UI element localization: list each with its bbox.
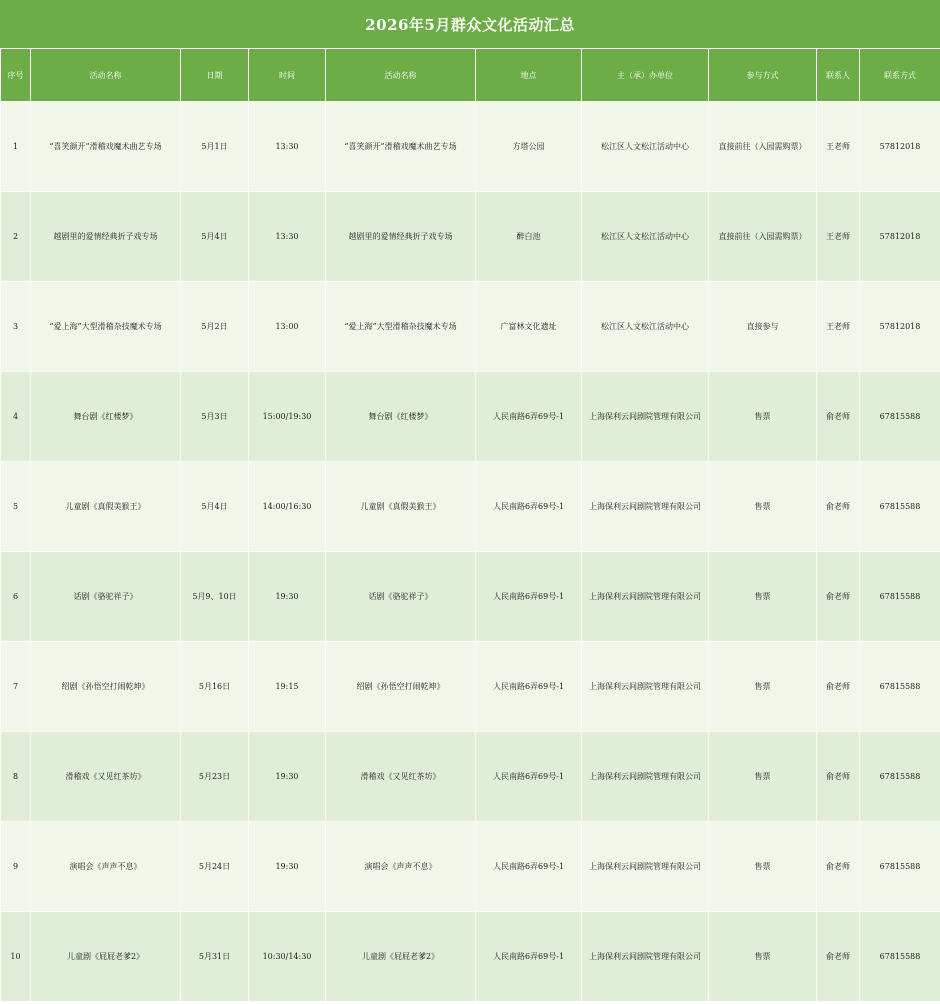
cell-date: 5月1日 bbox=[181, 102, 249, 192]
sheet-title: 2026年5月群众文化活动汇总 bbox=[0, 0, 940, 49]
cell-contact-person: 俞老师 bbox=[817, 552, 860, 642]
cell-time: 13:30 bbox=[249, 192, 326, 282]
cell-activity-name: 滑稽戏《又见红茶坊》 bbox=[31, 732, 181, 822]
cell-contact-person: 王老师 bbox=[817, 192, 860, 282]
col-header-index: 序号 bbox=[1, 49, 31, 102]
table-row bbox=[1, 372, 940, 462]
cell-activity-name-2: 话剧《骆驼祥子》 bbox=[326, 552, 476, 642]
cell-date: 5月4日 bbox=[181, 462, 249, 552]
cell-contact-info: 67815588 bbox=[860, 462, 940, 552]
col-header-location: 地点 bbox=[476, 49, 582, 102]
cell-activity-name: 话剧《骆驼祥子》 bbox=[31, 552, 181, 642]
cell-index: 7 bbox=[1, 642, 31, 732]
cell-participation: 售票 bbox=[709, 372, 817, 462]
cell-participation: 售票 bbox=[709, 552, 817, 642]
table-row bbox=[1, 462, 940, 552]
cell-contact-info: 67815588 bbox=[860, 912, 940, 1002]
cell-time: 15:00/19:30 bbox=[249, 372, 326, 462]
cell-activity-name-2: 儿童剧《屁屁老爹2》 bbox=[326, 912, 476, 1002]
cell-date: 5月24日 bbox=[181, 822, 249, 912]
cell-organizer: 松江区人文松江活动中心 bbox=[582, 102, 709, 192]
cell-index: 9 bbox=[1, 822, 31, 912]
cell-contact-info: 67815588 bbox=[860, 642, 940, 732]
table-row bbox=[1, 822, 940, 912]
cell-activity-name-2: 滑稽戏《又见红茶坊》 bbox=[326, 732, 476, 822]
cell-activity-name: 演唱会《声声不息》 bbox=[31, 822, 181, 912]
cell-location: 方塔公园 bbox=[476, 102, 582, 192]
cell-activity-name: 越剧里的爱情经典折子戏专场 bbox=[31, 192, 181, 282]
cell-activity-name: 儿童剧《屁屁老爹2》 bbox=[31, 912, 181, 1002]
cell-organizer: 上海保利云间剧院管理有限公司 bbox=[582, 372, 709, 462]
cell-contact-person: 俞老师 bbox=[817, 912, 860, 1002]
cell-location: 人民南路6弄69号-1 bbox=[476, 822, 582, 912]
cell-date: 5月23日 bbox=[181, 732, 249, 822]
cell-location: 人民南路6弄69号-1 bbox=[476, 552, 582, 642]
cell-activity-name-2: 越剧里的爱情经典折子戏专场 bbox=[326, 192, 476, 282]
cell-organizer: 上海保利云间剧院管理有限公司 bbox=[582, 552, 709, 642]
cell-participation: 直接前往（入园需购票） bbox=[709, 102, 817, 192]
cell-organizer: 上海保利云间剧院管理有限公司 bbox=[582, 732, 709, 822]
cell-time: 10:30/14:30 bbox=[249, 912, 326, 1002]
table-row bbox=[1, 102, 940, 192]
cell-time: 19:30 bbox=[249, 552, 326, 642]
cell-date: 5月3日 bbox=[181, 372, 249, 462]
cell-activity-name-2: 演唱会《声声不息》 bbox=[326, 822, 476, 912]
cell-activity-name-2: “喜笑颜开”滑稽戏魔术曲艺专场 bbox=[326, 102, 476, 192]
cell-organizer: 上海保利云间剧院管理有限公司 bbox=[582, 912, 709, 1002]
cell-location: 人民南路6弄69号-1 bbox=[476, 462, 582, 552]
cell-contact-person: 王老师 bbox=[817, 282, 860, 372]
cell-contact-person: 俞老师 bbox=[817, 822, 860, 912]
cell-time: 19:30 bbox=[249, 822, 326, 912]
cell-activity-name-2: 绍剧《孙悟空打闹乾坤》 bbox=[326, 642, 476, 732]
cell-date: 5月31日 bbox=[181, 912, 249, 1002]
table-row bbox=[1, 192, 940, 282]
cell-time: 19:30 bbox=[249, 732, 326, 822]
cell-participation: 售票 bbox=[709, 912, 817, 1002]
cell-contact-person: 俞老师 bbox=[817, 372, 860, 462]
cell-participation: 售票 bbox=[709, 732, 817, 822]
cell-index: 2 bbox=[1, 192, 31, 282]
cell-location: 人民南路6弄69号-1 bbox=[476, 732, 582, 822]
table-row bbox=[1, 552, 940, 642]
cell-contact-person: 王老师 bbox=[817, 102, 860, 192]
table-header-row bbox=[1, 49, 940, 102]
cell-activity-name: “爱上海”大型滑稽杂技魔术专场 bbox=[31, 282, 181, 372]
cell-location: 人民南路6弄69号-1 bbox=[476, 642, 582, 732]
cell-contact-info: 67815588 bbox=[860, 822, 940, 912]
activity-table bbox=[0, 48, 940, 1002]
table-row bbox=[1, 642, 940, 732]
cell-participation: 售票 bbox=[709, 822, 817, 912]
cell-participation: 售票 bbox=[709, 642, 817, 732]
cell-activity-name-2: 儿童剧《真假美猴王》 bbox=[326, 462, 476, 552]
cell-location: 人民南路6弄69号-1 bbox=[476, 372, 582, 462]
cell-contact-info: 67815588 bbox=[860, 552, 940, 642]
cell-date: 5月2日 bbox=[181, 282, 249, 372]
col-header-participation: 参与方式 bbox=[709, 49, 817, 102]
cell-index: 5 bbox=[1, 462, 31, 552]
cell-index: 6 bbox=[1, 552, 31, 642]
table-body bbox=[1, 102, 940, 1002]
cell-contact-info: 67815588 bbox=[860, 732, 940, 822]
col-header-activity-name-2: 活动名称 bbox=[326, 49, 476, 102]
cell-organizer: 松江区人文松江活动中心 bbox=[582, 192, 709, 282]
cell-index: 1 bbox=[1, 102, 31, 192]
cell-contact-person: 俞老师 bbox=[817, 732, 860, 822]
cell-location: 广富林文化遗址 bbox=[476, 282, 582, 372]
cell-time: 14:00/16:30 bbox=[249, 462, 326, 552]
cell-time: 13:00 bbox=[249, 282, 326, 372]
cell-activity-name-2: 舞台剧《红楼梦》 bbox=[326, 372, 476, 462]
cell-index: 4 bbox=[1, 372, 31, 462]
cell-index: 3 bbox=[1, 282, 31, 372]
cell-organizer: 松江区人文松江活动中心 bbox=[582, 282, 709, 372]
table-row bbox=[1, 282, 940, 372]
cell-activity-name: “喜笑颜开”滑稽戏魔术曲艺专场 bbox=[31, 102, 181, 192]
cell-time: 13:30 bbox=[249, 102, 326, 192]
cell-index: 8 bbox=[1, 732, 31, 822]
cell-participation: 直接参与 bbox=[709, 282, 817, 372]
cell-activity-name-2: “爱上海”大型滑稽杂技魔术专场 bbox=[326, 282, 476, 372]
cell-index: 10 bbox=[1, 912, 31, 1002]
cell-activity-name: 儿童剧《真假美猴王》 bbox=[31, 462, 181, 552]
cell-participation: 直接前往（入园需购票） bbox=[709, 192, 817, 282]
cell-contact-info: 67815588 bbox=[860, 372, 940, 462]
col-header-organizer: 主（承）办单位 bbox=[582, 49, 709, 102]
cell-location: 人民南路6弄69号-1 bbox=[476, 912, 582, 1002]
col-header-contact-person: 联系人 bbox=[817, 49, 860, 102]
col-header-date: 日期 bbox=[181, 49, 249, 102]
col-header-time: 时间 bbox=[249, 49, 326, 102]
cell-date: 5月16日 bbox=[181, 642, 249, 732]
cell-participation: 售票 bbox=[709, 462, 817, 552]
col-header-activity-name: 活动名称 bbox=[31, 49, 181, 102]
cell-contact-info: 57812018 bbox=[860, 192, 940, 282]
cell-location: 醉白池 bbox=[476, 192, 582, 282]
table-row bbox=[1, 912, 940, 1002]
cell-organizer: 上海保利云间剧院管理有限公司 bbox=[582, 462, 709, 552]
col-header-contact-info: 联系方式 bbox=[860, 49, 940, 102]
cell-contact-info: 57812018 bbox=[860, 282, 940, 372]
cell-organizer: 上海保利云间剧院管理有限公司 bbox=[582, 822, 709, 912]
cell-activity-name: 绍剧《孙悟空打闹乾坤》 bbox=[31, 642, 181, 732]
cell-activity-name: 舞台剧《红楼梦》 bbox=[31, 372, 181, 462]
cell-organizer: 上海保利云间剧院管理有限公司 bbox=[582, 642, 709, 732]
cell-contact-person: 俞老师 bbox=[817, 462, 860, 552]
cell-date: 5月9、10日 bbox=[181, 552, 249, 642]
cell-time: 19:15 bbox=[249, 642, 326, 732]
cell-contact-info: 57812018 bbox=[860, 102, 940, 192]
table-row bbox=[1, 732, 940, 822]
cell-contact-person: 俞老师 bbox=[817, 642, 860, 732]
cell-date: 5月4日 bbox=[181, 192, 249, 282]
